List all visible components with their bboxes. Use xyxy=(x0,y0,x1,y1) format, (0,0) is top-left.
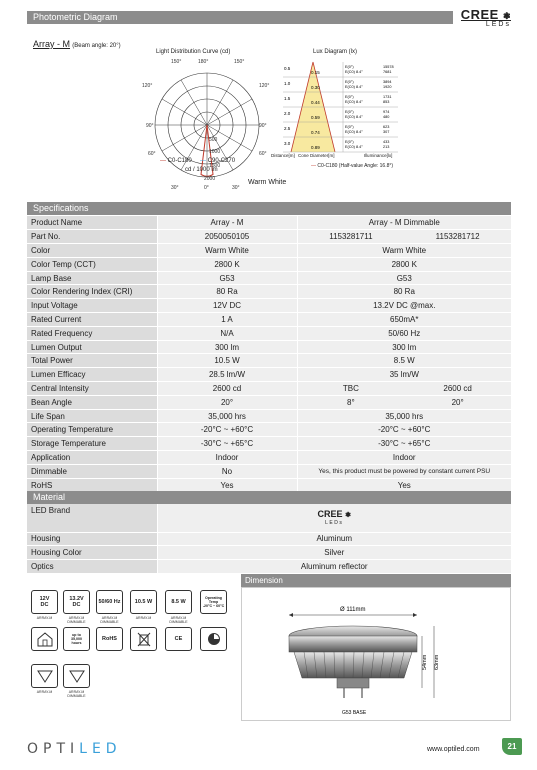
spec-value-dimmable: 650mA* xyxy=(297,313,511,327)
lux-cell-diameter: 0.89 xyxy=(311,145,320,150)
lux-cell-distance: 0.5 xyxy=(284,66,291,71)
spec-label: Storage Temperature xyxy=(27,437,157,451)
lux-cell-distance: 2.0 xyxy=(284,111,291,116)
table-row xyxy=(27,230,511,244)
material-table xyxy=(27,504,511,574)
spec-value-dimmable: 2800 K xyxy=(297,257,511,271)
cree-logo: CREE ❃ LEDs xyxy=(460,7,511,28)
spec-value-array-m: 20° xyxy=(157,395,297,409)
spec-value-array-m: 10.5 W xyxy=(157,354,297,368)
feature-icon-row1-4: 8.5 W xyxy=(165,590,192,614)
spec-value-array-m: Warm White xyxy=(157,244,297,258)
table-row xyxy=(27,423,511,437)
spec-value-array-m: 300 lm xyxy=(157,340,297,354)
lux-cell-ecv: 853 xyxy=(383,100,390,104)
ldc-axis-label: 30° xyxy=(232,185,240,191)
spec-value-dimmable: -20°C ~ +60°C xyxy=(297,423,511,437)
spec-value-array-m: -20°C ~ +60°C xyxy=(157,423,297,437)
spec-label: Total Power xyxy=(27,354,157,368)
lamp-type-caption: ARRAY-M DIMMABLE xyxy=(67,690,86,698)
lux-cell-ang: 8.4° xyxy=(356,85,363,89)
lux-cell-e0v: 15578 xyxy=(383,65,394,69)
dimension-width: Ø 111mm xyxy=(340,607,366,613)
lux-cell-e0v: 433 xyxy=(383,140,390,144)
product-subtitle xyxy=(33,39,121,49)
lux-cell-ec: E(C0) xyxy=(345,115,355,119)
spec-label: Dimmable xyxy=(27,464,157,478)
lux-cell-distance: 2.5 xyxy=(284,126,291,131)
feature-icon-row1-2: 50/60 Hz xyxy=(96,590,123,614)
spec-value-dimmable: Warm White xyxy=(297,244,511,258)
lux-cell-e0v: 974 xyxy=(383,110,390,114)
lux-cell-ecv: 1920 xyxy=(383,85,392,89)
feature-icon-row2-5 xyxy=(200,627,227,651)
lux-cell-ecv: 213 xyxy=(383,145,390,149)
material-label: Housing Color xyxy=(27,546,157,560)
lux-cell-e0: E(0°) xyxy=(345,95,354,99)
spec-value-array-m: 2800 K xyxy=(157,257,297,271)
dimension-height-54: 54mm xyxy=(422,654,428,670)
section-title: Photometric Diagram xyxy=(33,12,118,22)
ldc-axis-label: 1500 xyxy=(209,163,221,169)
ldc-unit: cd / 1000 lm xyxy=(185,167,218,173)
lux-cell-diameter: 0.59 xyxy=(311,115,320,120)
lux-cell-diameter: 0.15 xyxy=(311,70,320,75)
spec-value-dimmable: 300 lm xyxy=(297,340,511,354)
spec-value-array-m: Array - M xyxy=(157,216,297,230)
material-label: Optics xyxy=(27,560,157,574)
table-row xyxy=(27,560,511,574)
feature-icon-row2-4: CE xyxy=(165,627,192,651)
feature-icon-row2-3 xyxy=(130,627,157,651)
table-row xyxy=(27,299,511,313)
spec-value-array-m: Yes xyxy=(157,478,297,492)
website-url: www.optiled.com xyxy=(427,746,480,753)
ldc-axis-label: 150° xyxy=(171,59,182,65)
lux-cell-e0: E(0°) xyxy=(345,125,354,129)
lux-cell-e0: E(0°) xyxy=(345,140,354,144)
spec-value-array-m: No xyxy=(157,464,297,478)
spec-label: Lumen Output xyxy=(27,340,157,354)
spec-label: Color Temp (CCT) xyxy=(27,257,157,271)
legend-c90: C90-C270 xyxy=(207,158,236,164)
spec-value-array-m: 1 A xyxy=(157,313,297,327)
feature-icon-caption: ARRAY-M DIMMABLE xyxy=(67,616,86,624)
lux-cell-ecv: 7681 xyxy=(383,70,392,74)
table-row xyxy=(27,437,511,451)
spec-value-dimmable: 35,000 hrs xyxy=(297,409,511,423)
lux-cell-e0v: 623 xyxy=(383,125,390,129)
section-header-material: Material xyxy=(27,491,511,504)
lux-cell-ec: E(C0) xyxy=(345,70,355,74)
spec-value-dimmable: 8° 20° xyxy=(297,395,511,409)
dimension-height-63: 63mm xyxy=(434,654,440,670)
table-row xyxy=(27,382,511,396)
spec-value-dimmable: 8.5 W xyxy=(297,354,511,368)
spec-label: Rated Frequency xyxy=(27,326,157,340)
ldc-axis-label: 30° xyxy=(171,185,179,191)
spec-value-dimmable: Yes xyxy=(297,478,511,492)
section-header-specifications: Specifications xyxy=(27,202,511,215)
spec-label: Lamp Base xyxy=(27,271,157,285)
ldc-axis-label: 60° xyxy=(148,151,156,157)
feature-icon-row1-1: 13.2V DC xyxy=(63,590,90,614)
table-row xyxy=(27,216,511,230)
spec-value-array-m: N/A xyxy=(157,326,297,340)
spec-value-dimmable: 1153281711 1153281712 xyxy=(297,230,511,244)
table-row xyxy=(27,368,511,382)
lux-cell-ecv: 307 xyxy=(383,130,390,134)
table-row xyxy=(27,257,511,271)
spec-value-array-m: 2600 cd xyxy=(157,382,297,396)
table-row xyxy=(27,504,511,532)
spec-label: Bean Angle xyxy=(27,395,157,409)
color-caption: Warm White xyxy=(248,179,287,186)
spec-label: Part No. xyxy=(27,230,157,244)
lux-cell-ang: 8.4° xyxy=(356,100,363,104)
lux-cell-ang: 8.4° xyxy=(356,115,363,119)
spec-value-array-m: 12V DC xyxy=(157,299,297,313)
material-value: Silver xyxy=(157,546,511,560)
lux-cell-e0v: 1731 xyxy=(383,95,392,99)
ldc-axis-label: 180° xyxy=(198,59,209,65)
ldc-axis-label: 120° xyxy=(142,83,153,89)
feature-icon-caption: ARRAY-M DIMMABLE xyxy=(169,616,188,624)
ldc-axis-label: 60° xyxy=(259,151,267,157)
feature-icon-row1-5: Operating Temp -20°C ~ 60°C xyxy=(200,590,227,614)
feature-icon-row1-0: 12V DC xyxy=(31,590,58,614)
spec-label: Life Span xyxy=(27,409,157,423)
led-brand-value: CREE ❃ LEDs xyxy=(157,504,511,532)
lux-cell-diameter: 0.74 xyxy=(311,130,320,135)
ldc-axis-label: 90° xyxy=(259,123,267,129)
spec-value-dimmable: Array - M Dimmable xyxy=(297,216,511,230)
spec-value-dimmable: 50/60 Hz xyxy=(297,326,511,340)
lux-cell-ec: E(C0) xyxy=(345,100,355,104)
table-row xyxy=(27,244,511,258)
ldc-axis-label: 120° xyxy=(259,83,270,89)
spec-label: Product Name xyxy=(27,216,157,230)
table-row xyxy=(27,326,511,340)
lux-footer: Distance[m] Cone Diameter[m] Illuminance[lx] xyxy=(271,153,393,158)
ldc-axis-label: 150° xyxy=(234,59,245,65)
table-row xyxy=(27,271,511,285)
table-row xyxy=(27,409,511,423)
spec-value-dimmable: Yes, this product must be powered by constant current PSU xyxy=(297,464,511,478)
lux-cell-distance: 1.5 xyxy=(284,96,291,101)
lux-cell-diameter: 0.30 xyxy=(311,85,320,90)
table-row xyxy=(27,285,511,299)
lux-cell-ec: E(C0) xyxy=(345,145,355,149)
lux-cell-ang: 8.4° xyxy=(356,145,363,149)
lamp-type-icon xyxy=(31,664,58,688)
ldc-axis-label: 0° xyxy=(204,185,209,191)
table-row xyxy=(27,340,511,354)
lux-cell-distance: 3.0 xyxy=(284,141,291,146)
lux-diagram xyxy=(283,60,398,160)
table-row xyxy=(27,451,511,465)
lux-cell-ang: 8.4° xyxy=(356,70,363,74)
ldc-legend: — C0-C180 — C90-C270 xyxy=(160,158,236,164)
table-row xyxy=(27,532,511,546)
spec-value-array-m: G53 xyxy=(157,271,297,285)
spec-label: Lumen Efficacy xyxy=(27,368,157,382)
spec-value-dimmable: 13.2V DC @max. xyxy=(297,299,511,313)
spec-label: Input Voltage xyxy=(27,299,157,313)
spec-label: Operating Temperature xyxy=(27,423,157,437)
lux-legend: — C0-C180 (Half-value Angle: 16.8°) xyxy=(311,163,394,169)
spec-value-dimmable: TBC 2600 cd xyxy=(297,382,511,396)
lux-cell-diameter: 0.44 xyxy=(311,100,320,105)
spec-label: Color xyxy=(27,244,157,258)
table-row xyxy=(27,395,511,409)
feature-icon-row2-2: RoHS xyxy=(96,627,123,651)
spec-label: Rated Current xyxy=(27,313,157,327)
spec-value-array-m: -30°C ~ +65°C xyxy=(157,437,297,451)
lux-cell-ec: E(C0) xyxy=(345,130,355,134)
lux-cell-e0: E(0°) xyxy=(345,80,354,84)
ldc-axis-label: 1000 xyxy=(209,149,221,155)
feature-icon-caption: ARRAY-M xyxy=(135,616,152,620)
lux-cell-ecv: 480 xyxy=(383,115,390,119)
table-row xyxy=(27,546,511,560)
feature-icon-caption: ARRAY-M xyxy=(36,616,53,620)
spec-value-dimmable: -30°C ~ +65°C xyxy=(297,437,511,451)
material-value: Aluminum xyxy=(157,532,511,546)
beam-angle-note: (Beam angle: 20°) xyxy=(72,43,121,49)
lux-cell-distance: 1.0 xyxy=(284,81,291,86)
section-header-dimension: Dimension xyxy=(241,574,511,587)
lux-cell-ang: 8.4° xyxy=(356,130,363,134)
lux-cell-e0v: 3894 xyxy=(383,80,392,84)
lamp-type-caption: ARRAY-M xyxy=(36,690,53,694)
ldc-axis-label: 500 xyxy=(209,137,218,143)
spec-label: RoHS xyxy=(27,478,157,492)
spec-value-dimmable: G53 xyxy=(297,271,511,285)
feature-icon-row1-3: 10.5 W xyxy=(130,590,157,614)
lux-cell-e0: E(0°) xyxy=(345,65,354,69)
spec-value-array-m: Indoor xyxy=(157,451,297,465)
ldc-axis-label: 2000 xyxy=(204,176,216,182)
spec-value-array-m: 35,000 hrs xyxy=(157,409,297,423)
page-number: 21 xyxy=(502,738,522,755)
base-label: G53 BASE xyxy=(342,710,367,716)
optiled-logo: OPTILED xyxy=(27,741,122,757)
material-label: Housing xyxy=(27,532,157,546)
spec-value-array-m: 2050050105 xyxy=(157,230,297,244)
spec-label: Color Rendering Index (CRI) xyxy=(27,285,157,299)
section-header-photometric xyxy=(27,11,453,24)
table-row xyxy=(27,478,511,492)
led-brand-label: LED Brand xyxy=(27,504,157,532)
ldc-title: Light Distribution Curve (cd) xyxy=(156,49,231,55)
feature-icon-row2-0 xyxy=(31,627,58,651)
table-row xyxy=(27,313,511,327)
lamp-type-icon xyxy=(63,664,90,688)
spec-value-dimmable: 80 Ra xyxy=(297,285,511,299)
spec-label: Application xyxy=(27,451,157,465)
lux-title: Lux Diagram (lx) xyxy=(313,49,358,55)
feature-icon-caption: ARRAY-M DIMMABLE xyxy=(100,616,119,624)
table-row xyxy=(27,354,511,368)
ldc-axis-label: 90° xyxy=(146,123,154,129)
lux-cell-ec: E(C0) xyxy=(345,85,355,89)
spec-label: Central Intensity xyxy=(27,382,157,396)
product-name: Array - M xyxy=(33,39,70,49)
spec-value-dimmable: 35 lm/W xyxy=(297,368,511,382)
lux-cell-e0: E(0°) xyxy=(345,110,354,114)
lamp-drawing xyxy=(242,588,510,720)
specifications-table xyxy=(27,216,511,492)
spec-value-dimmable: Indoor xyxy=(297,451,511,465)
spec-value-array-m: 80 Ra xyxy=(157,285,297,299)
feature-icon-row2-1: up to 35,000 hours xyxy=(63,627,90,651)
legend-c0: C0-C180 xyxy=(167,158,192,164)
table-row xyxy=(27,464,511,478)
spec-value-array-m: 28.5 lm/W xyxy=(157,368,297,382)
dimension-panel xyxy=(241,587,511,721)
material-value: Aluminum reflector xyxy=(157,560,511,574)
